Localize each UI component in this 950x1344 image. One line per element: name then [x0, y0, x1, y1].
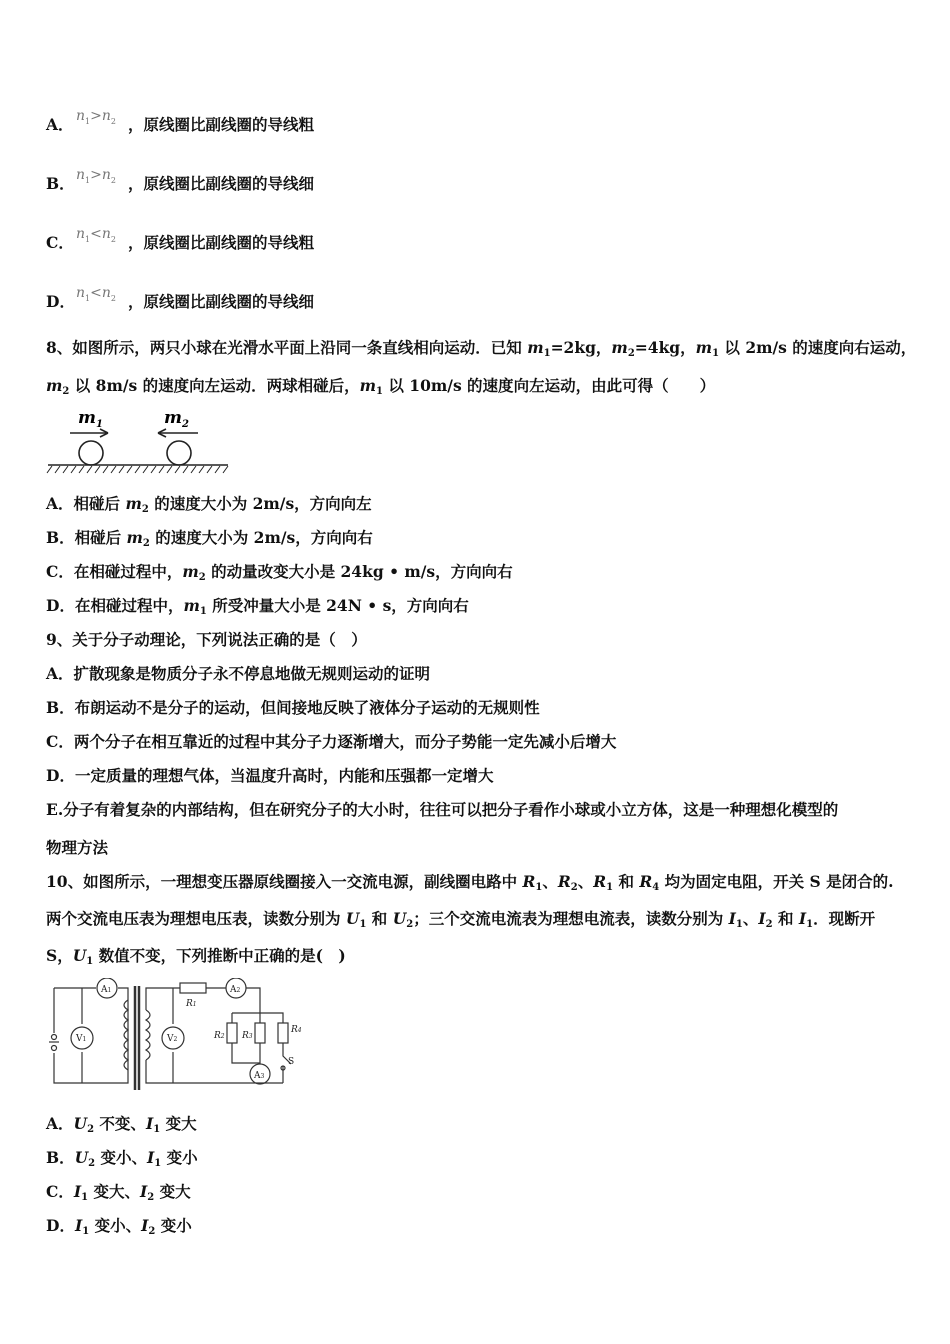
left-arrow-icon — [158, 429, 198, 437]
q8-option-b[interactable]: B．相碰后 $m_2$ 的速度大小为 2m/s，方向向右 — [46, 528, 373, 549]
q10-option-b[interactable]: B．$U_2$ 变小、$I_1$ 变小 — [46, 1148, 198, 1169]
q8-option-c[interactable]: C．在相碰过程中，$m_2$ 的动量改变大小是 24kg • m/s，方向向右 — [46, 562, 513, 583]
m1-label: $m_1$ — [78, 408, 103, 430]
q7-option-d[interactable]: D．$n_1<n_2$ ，原线圈比副线圈的导线细 — [46, 285, 315, 311]
ground-hatch — [47, 466, 228, 473]
right-arrow-icon — [70, 429, 108, 437]
resistor-r1 — [180, 983, 206, 993]
q7-option-c[interactable]: C． $n_1<n_2$ ，原线圈比副线圈的导线粗 — [46, 226, 315, 252]
resistor-r3 — [255, 1023, 265, 1043]
label-v1: V1 — [76, 1034, 87, 1044]
q8-stem-line1: 8、如图所示，两只小球在光滑水平面上沿同一条直线相向运动．已知 $m_1=2kg$，$m_2=4kg$，$m_1$ 以 2m/s 的速度向右运动， — [46, 338, 917, 359]
label-r2: R2 — [214, 1031, 225, 1041]
q9-option-e[interactable]: E.分子有着复杂的内部结构，但在研究分子的大小时，往往可以把分子看作小球或小立方体，这是一种理想化模型的 — [46, 800, 839, 819]
transformer-circuit-figure — [46, 978, 316, 1098]
q9-option-a[interactable]: A．扩散现象是物质分子永不停息地做无规则运动的证明 — [46, 664, 431, 683]
ball-m1 — [79, 441, 103, 465]
q9-stem: 9、关于分子动理论，下列说法正确的是（ ） — [46, 630, 367, 649]
label-a1: A1 — [101, 985, 112, 995]
q9-option-d[interactable]: D．一定质量的理想气体，当温度升高时，内能和压强都一定增大 — [46, 766, 494, 785]
two-balls-figure — [46, 405, 236, 477]
label-r1: R1 — [186, 999, 197, 1009]
label-r3: R3 — [242, 1031, 253, 1041]
q10-stem-line2: 两个交流电压表为理想电压表，读数分别为 $U_1$ 和 $U_2$；三个交流电流表为理想电流表，读数分别为 $I_1$、$I_2$ 和 $I_1$．现断开 — [46, 909, 876, 930]
q9-option-e-cont: 物理方法 — [46, 838, 109, 857]
resistor-r4 — [278, 1023, 288, 1043]
resistor-r2 — [227, 1023, 237, 1043]
q8-option-a[interactable]: A．相碰后 $m_2$ 的速度大小为 2m/s，方向向左 — [46, 494, 372, 515]
q10-option-a[interactable]: A．$U_2$ 不变、$I_1$ 变大 — [46, 1114, 197, 1135]
q8-option-d[interactable]: D．在相碰过程中，$m_1$ 所受冲量大小是 24N • s，方向向右 — [46, 596, 469, 617]
label-r4: R4 — [291, 1025, 302, 1035]
label-a2: A2 — [230, 985, 241, 995]
n1-n2-formula: $n_1>n_2$ — [76, 167, 116, 185]
m2-label: $m_2$ — [164, 408, 189, 430]
q8-stem-line2: $m_2$ 以 8m/s 的速度向左运动．两球相碰后，$m_1$ 以 10m/s 的速度向左运动，由此可得（ ） — [46, 376, 716, 397]
n1-n2-formula: $n_1>n_2$ — [76, 108, 116, 126]
q10-stem-line3: S，$U_1$ 数值不变，下列推断中正确的是( ) — [46, 946, 346, 967]
label-s: S — [288, 1057, 295, 1067]
n1-n2-formula: $n_1<n_2$ — [76, 285, 116, 303]
q10-option-d[interactable]: D．$I_1$ 变小、$I_2$ 变小 — [46, 1216, 192, 1237]
q10-stem-line1: 10、如图所示，一理想变压器原线圈接入一交流电源，副线圈电路中 $R_1$、$R_2$、$R_1$ 和 $R_4$ 均为固定电阻，开关 S 是闭合的. — [46, 872, 894, 893]
label-v2: V2 — [167, 1034, 178, 1044]
q7-option-b[interactable]: B．$n_1>n_2$ ，原线圈比副线圈的导线细 — [46, 167, 315, 193]
n1-n2-formula: $n_1<n_2$ — [76, 226, 116, 244]
q9-option-c[interactable]: C．两个分子在相互靠近的过程中其分子力逐渐增大，而分子势能一定先减小后增大 — [46, 732, 617, 751]
label-a3: A3 — [254, 1071, 265, 1081]
q7-option-a[interactable]: A． $n_1>n_2$ ，原线圈比副线圈的导线粗 — [46, 108, 315, 134]
q9-option-b[interactable]: B．布朗运动不是分子的运动，但间接地反映了液体分子运动的无规则性 — [46, 698, 540, 717]
q10-option-c[interactable]: C．$I_1$ 变大、$I_2$ 变大 — [46, 1182, 191, 1203]
ball-m2 — [167, 441, 191, 465]
